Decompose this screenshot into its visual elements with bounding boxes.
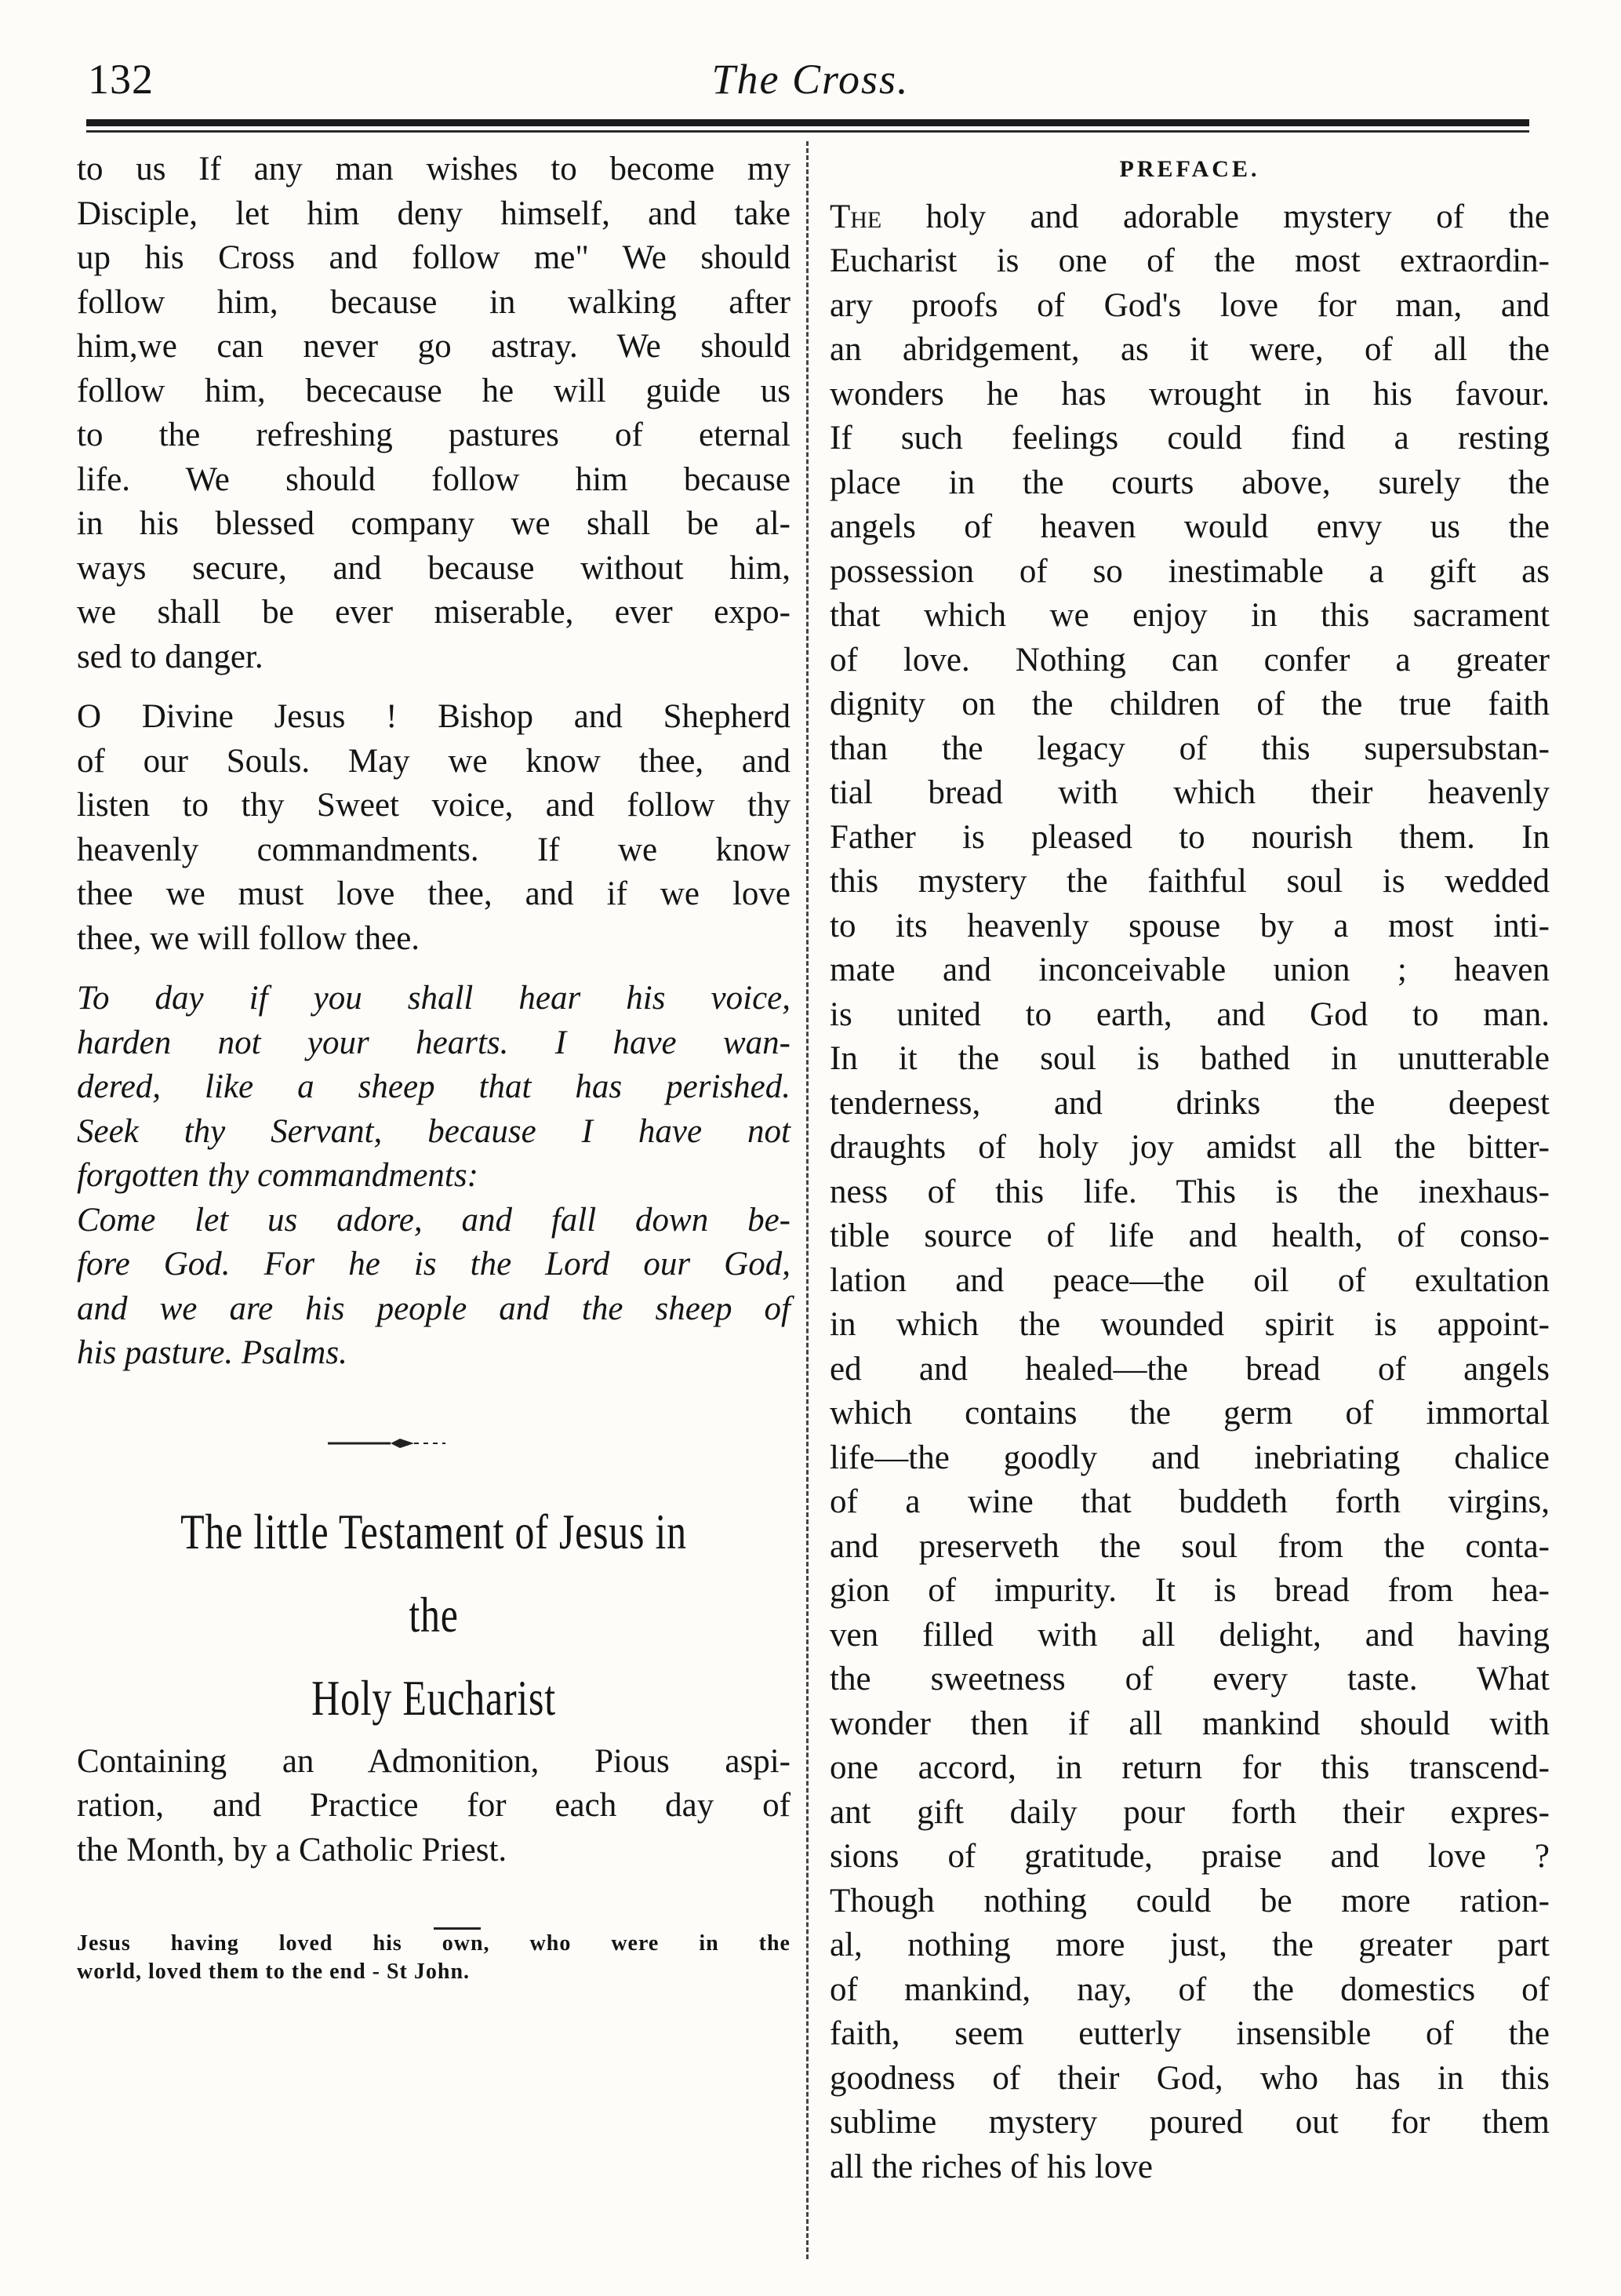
text-line: and we are his people and the sheep of (77, 1290, 791, 1327)
text-line: up his Cross and follow me" We should (77, 239, 791, 276)
text-line: Containing an Admonition, Pious aspi- (77, 1742, 791, 1780)
left-column (77, 147, 791, 1986)
right-column (830, 147, 1550, 2189)
text-line: heavenly commandments. If we know (77, 831, 791, 868)
text-line: dered, like a sheep that has perished. (77, 1068, 791, 1105)
text-line: ed and healed—the bread of angels (830, 1350, 1550, 1388)
text-line: Come let us adore, and fall down be- (77, 1201, 791, 1239)
text-line: place in the courts above, surely the (830, 464, 1550, 501)
text-line: Though nothing could be more ration- (830, 1882, 1550, 1919)
text-line: his pasture. Psalms. (77, 1334, 347, 1371)
preface-first-line (830, 195, 1550, 240)
text-line: draughts of holy joy amidst all the bitter- (830, 1129, 1550, 1166)
text-line: to us If any man wishes to become my (77, 151, 791, 187)
text-line: and preserveth the soul from the conta- (830, 1527, 1550, 1565)
running-title: The Cross. (711, 56, 910, 103)
text-line: follow him, bececause he will guide us (77, 372, 791, 409)
text-line: which contains the germ of immortal (830, 1395, 1550, 1432)
epigraph (77, 1930, 791, 1986)
text-line: faith, seem eutterly insensible of the (830, 2015, 1550, 2052)
text-line: thee, we will follow thee. (77, 919, 420, 957)
text-line: wonders he has wrought in his favour. (830, 375, 1550, 413)
text-line: ways secure, and because without him, (77, 549, 791, 587)
paragraph-follow-him (77, 147, 791, 679)
text-line: Seek thy Servant, because I have not (77, 1112, 791, 1150)
text-line: listen to thy Sweet voice, and follow thy (77, 787, 791, 824)
text-line: one accord, in return for this transcend- (830, 1749, 1550, 1786)
text-line: Jesus having loved his own, who were in the (77, 1931, 791, 1956)
text-line: of a wine that buddeth forth virgins, (830, 1483, 1550, 1520)
text-line: in which the wounded spirit is appoint- (830, 1306, 1550, 1343)
text-line: sed to danger. (77, 638, 264, 675)
text-line: to its heavenly spouse by a most inti- (830, 907, 1550, 944)
text-line: ant gift daily pour forth their expres- (830, 1793, 1550, 1831)
preface-first-word: The (830, 198, 882, 235)
text-line: angels of heaven would envy us the (830, 508, 1550, 545)
short-rule (434, 1927, 481, 1930)
text-line: fore God. For he is the Lord our God, (77, 1246, 791, 1283)
text-line: to the refreshing pastures of eternal (77, 417, 791, 453)
column-divider (806, 141, 809, 2259)
text-line: this mystery the faithful soul is wedded (830, 863, 1550, 900)
text-line: If such feelings could find a resting (830, 420, 1550, 457)
text-line: we shall be ever miserable, ever expo- (77, 594, 791, 631)
text-line: of our Souls. May we know thee, and (77, 742, 791, 780)
text-line: him,we can never go astray. We should (77, 328, 791, 365)
header-rule-thick (86, 119, 1529, 126)
text-line: the sweetness of every taste. What (830, 1661, 1550, 1697)
article-title-line-1: The little Testament of Jesus in the (180, 1503, 687, 1643)
text-line: tial bread with which their heavenly (830, 774, 1550, 811)
text-line: sions of gratitude, praise and love ? (830, 1838, 1550, 1875)
text-line: harden not your hearts. I have wan- (77, 1024, 791, 1061)
text-line: of love. Nothing can confer a greater (830, 641, 1550, 679)
text-line: gion of impurity. It is bread from hea- (830, 1572, 1550, 1609)
text-line: dignity on the children of the true faith (830, 686, 1550, 722)
paragraph-prayer (77, 695, 791, 961)
text-line: ration, and Practice for each day of (77, 1787, 791, 1824)
preface-first-line-rest: holy and adorable mystery of the (881, 198, 1550, 235)
preface-heading: PREFACE. (1119, 156, 1260, 182)
text-line: ness of this life. This is the inexhaus- (830, 1173, 1550, 1210)
text-line: O Divine Jesus ! Bishop and Shepherd (77, 698, 791, 735)
text-line: Disciple, let him deny himself, and take (77, 195, 791, 232)
preface-body (830, 195, 1550, 2190)
text-line: follow him, because in walking after (77, 283, 791, 321)
text-line: life—the goodly and inebriating chalice (830, 1439, 1550, 1476)
paragraph-come-let-us (77, 1199, 791, 1376)
text-line: the Month, by a Catholic Priest. (77, 1831, 507, 1868)
article-title-line-2: Holy Eucharist (311, 1669, 556, 1726)
article-subtitle (77, 1740, 791, 1873)
text-line: is united to earth, and God to man. (830, 995, 1550, 1033)
text-line: that which we enjoy in this sacrament (830, 597, 1550, 634)
text-line: of mankind, nay, of the domestics of (830, 1970, 1550, 2008)
text-line: an abridgement, as it were, of all the (830, 331, 1550, 368)
text-line: world, loved them to the end - St John. (77, 1959, 471, 1984)
text-line: forgotten thy commandments: (77, 1157, 478, 1194)
text-line: thee we must love thee, and if we love (77, 875, 791, 912)
article-title (155, 1490, 712, 1740)
page-number: 132 (88, 56, 154, 103)
text-line: lation and peace—the oil of exultation (830, 1261, 1550, 1299)
text-line: Father is pleased to nourish them. In (830, 818, 1550, 856)
text-line: Eucharist is one of the most extraordin- (830, 242, 1550, 279)
text-line: To day if you shall hear his voice, (77, 980, 791, 1017)
text-line: possession of so inestimable a gift as (830, 552, 1550, 590)
text-line: ary proofs of God's love for man, and (830, 286, 1550, 324)
section-ornament (77, 1412, 791, 1475)
header-rule-thin (86, 130, 1529, 133)
text-line: all the riches of his love (830, 2148, 1153, 2185)
text-line: mate and inconceivable union ; heaven (830, 952, 1550, 988)
text-line: wonder then if all mankind should with (830, 1705, 1550, 1742)
text-line: ven filled with all delight, and having (830, 1616, 1550, 1654)
text-line: tenderness, and drinks the deepest (830, 1084, 1550, 1122)
text-line: al, nothing more just, the greater part (830, 1927, 1550, 1963)
text-line: goodness of their God, who has in this (830, 2059, 1550, 2097)
text-line: in his blessed company we shall be al- (77, 505, 791, 542)
text-line: tible source of life and health, of conso- (830, 1217, 1550, 1254)
text-line: than the legacy of this supersubstan- (830, 730, 1550, 767)
text-line: sublime mystery poured out for them (830, 2104, 1550, 2141)
text-line: In it the soul is bathed in unutterable (830, 1040, 1550, 1077)
text-line: life. We should follow him because (77, 460, 791, 498)
paragraph-to-day (77, 977, 791, 1199)
